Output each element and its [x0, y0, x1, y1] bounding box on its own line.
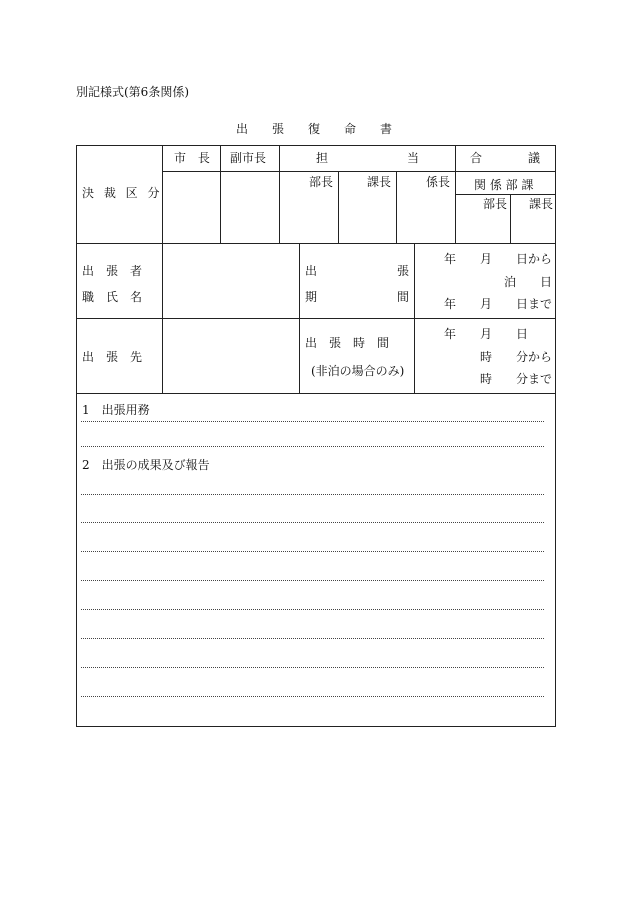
vice-mayor-label: 副市長	[230, 151, 267, 165]
trip-time-note: (非泊の場合のみ)	[311, 364, 405, 378]
destination-bottom-line	[76, 393, 556, 394]
trip-time-label: 出 張 時 間	[305, 336, 390, 350]
purpose-dotted-line-1	[81, 421, 544, 422]
results-heading: 2 出張の成果及び報告	[82, 458, 210, 472]
tanto-kakaricho-label: 係長	[426, 175, 451, 189]
purpose-dotted-line-2	[81, 446, 544, 447]
trip-time-from: 時 分から	[480, 350, 553, 364]
tanto-kacho-label: 課長	[367, 175, 392, 189]
approval-header-line	[162, 171, 556, 172]
title-char-3: 復	[308, 122, 321, 136]
mayor-label: 市 長	[174, 151, 214, 165]
traveler-bottom-line	[76, 318, 556, 319]
gogi-bucho-label: 部長	[483, 197, 508, 211]
tanto-bucho-divider	[338, 171, 339, 243]
period-label-bottom-right: 間	[397, 290, 410, 304]
tanto-gogi-divider	[455, 145, 456, 243]
results-dotted-line-1	[81, 494, 544, 495]
tanto-label-right: 当	[407, 151, 420, 165]
table-outer-border	[76, 145, 556, 727]
gogi-sub-line	[455, 194, 556, 195]
period-label-top-right: 張	[397, 264, 410, 278]
results-dotted-line-6	[81, 638, 544, 639]
gogi-kacho-label: 課長	[529, 197, 554, 211]
results-dotted-line-4	[81, 580, 544, 581]
tanto-bucho-label: 部長	[309, 175, 334, 189]
approval-bottom-line	[76, 243, 556, 244]
period-value-divider	[414, 243, 415, 393]
gogi-inner-divider	[510, 194, 511, 243]
period-label-bottom-left: 期	[305, 290, 318, 304]
tanto-label-left: 担	[316, 151, 329, 165]
document-title	[236, 122, 396, 136]
title-char-2: 張	[272, 122, 285, 136]
title-char-5: 書	[380, 122, 393, 136]
period-label-top-left: 出	[305, 264, 318, 278]
mayor-divider	[220, 145, 221, 243]
traveler-label-divider	[162, 243, 163, 393]
results-dotted-line-2	[81, 522, 544, 523]
kankei-bu-ka-label: 関 係 部 課	[474, 178, 534, 192]
traveler-value-divider	[299, 243, 300, 393]
gogi-label-left: 合	[470, 151, 483, 165]
results-dotted-line-3	[81, 551, 544, 552]
results-dotted-line-5	[81, 609, 544, 610]
period-line-start: 年 月 日から	[444, 252, 553, 266]
approval-section-label: 決 裁 区 分	[82, 186, 163, 200]
period-line-end: 年 月 日まで	[444, 297, 553, 311]
title-char-1: 出	[236, 122, 249, 136]
trip-time-until: 時 分まで	[480, 372, 553, 386]
traveler-label-line2: 職 氏 名	[82, 290, 143, 304]
form-label: 別記様式(第6条関係)	[76, 85, 189, 99]
title-char-4: 命	[344, 122, 357, 136]
gogi-label-right: 議	[528, 151, 541, 165]
period-line-nights: 泊 日	[504, 275, 553, 289]
traveler-label-line1: 出 張 者	[82, 264, 143, 278]
vice-mayor-divider	[279, 145, 280, 243]
results-dotted-line-7	[81, 667, 544, 668]
trip-time-date: 年 月 日	[444, 327, 529, 341]
destination-label: 出 張 先	[82, 350, 143, 364]
tanto-kacho-divider	[396, 171, 397, 243]
purpose-heading: 1 出張用務	[82, 403, 150, 417]
results-dotted-line-8	[81, 696, 544, 697]
